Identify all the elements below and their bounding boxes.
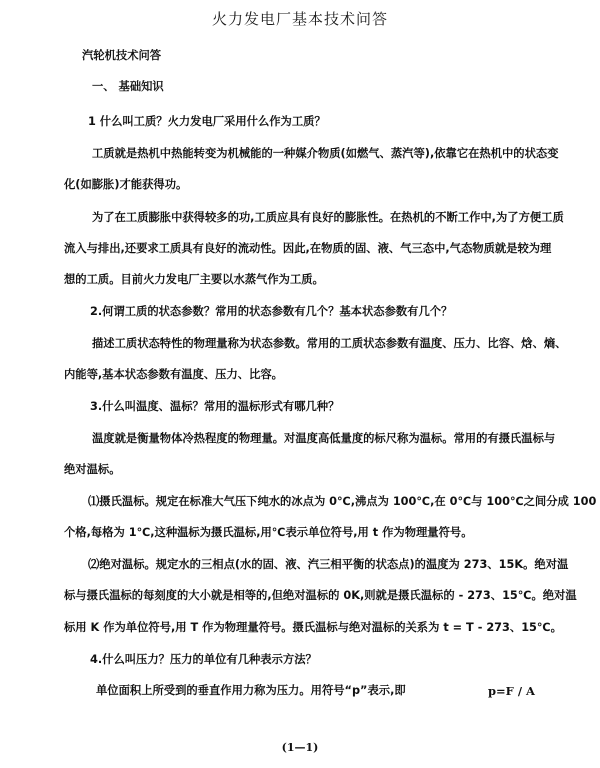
document-title: 火力发电厂基本技术问答 xyxy=(211,10,388,28)
question-4: 4.什么叫压力？压力的单位有几种表示方法？ xyxy=(90,653,317,666)
paragraph-line: 标用 K 作为单位符号,用 T 作为物理量符号。摄氏温标与绝对温标的关系为 t = T - 273、15℃。 xyxy=(64,621,562,634)
paragraph-line: 温度就是衡量物体冷热程度的物理量。对温度高低量度的标尺称为温标。常用的有摄氏温标与 xyxy=(92,432,556,445)
paragraph-line: 描述工质状态特性的物理量称为状态参数。常用的工质状态参数有温度、压力、比容、焓、熵、 xyxy=(92,337,567,350)
paragraph-line: 标与摄氏温标的每刻度的大小就是相等的,但绝对温标的 0K,则就是摄氏温标的 - 273、15℃。绝对温 xyxy=(64,589,577,602)
question-3: 3.什么叫温度、温标？常用的温标形式有哪几种？ xyxy=(90,400,340,413)
paragraph-line: 内能等,基本状态参数有温度、压力、比容。 xyxy=(64,368,283,381)
pressure-formula: p=F / A xyxy=(488,684,535,698)
paragraph-line: 工质就是热机中热能转变为机械能的一种媒介物质(如燃气、蒸汽等),依靠它在热机中的状态变 xyxy=(92,147,559,160)
question-1: 1 什么叫工质？火力发电厂采用什么作为工质？ xyxy=(88,115,326,128)
paragraph-line: 流入与排出,还要求工质具有良好的流动性。因此,在物质的固、液、气三态中,气态物质就是较为理 xyxy=(64,242,552,255)
paragraph-line: 想的工质。目前火力发电厂主要以水蒸气作为工质。 xyxy=(64,273,324,286)
paragraph-line: ⑴摄氏温标。规定在标准大气压下纯水的冰点为 0℃,沸点为 100℃,在 0℃与 100℃之间分成 100 xyxy=(88,495,597,508)
paragraph-line: ⑵绝对温标。规定水的三相点(水的固、液、汽三相平衡的状态点)的温度为 273、15K。绝对温 xyxy=(88,558,569,571)
subsection-title: 一、 基础知识 xyxy=(92,80,164,93)
paragraph-line: 绝对温标。 xyxy=(64,463,121,476)
page-number: (1—1) xyxy=(281,741,319,754)
paragraph-line: 化(如膨胀)才能获得功。 xyxy=(64,178,188,191)
paragraph-line: 个格,每格为 1℃,这种温标为摄氏温标,用℃表示单位符号,用 t 作为物理量符号。 xyxy=(64,526,473,539)
paragraph-line: 为了在工质膨胀中获得较多的功,工质应具有良好的膨胀性。在热机的不断工作中,为了方便工质 xyxy=(92,211,564,224)
paragraph-line: 单位面积上所受到的垂直作用力称为压力。用符号“p”表示,即 xyxy=(96,684,406,697)
section-title: 汽轮机技术问答 xyxy=(82,49,162,62)
question-2: 2.何谓工质的状态参数？常用的状态参数有几个？基本状态参数有几个？ xyxy=(90,305,453,318)
